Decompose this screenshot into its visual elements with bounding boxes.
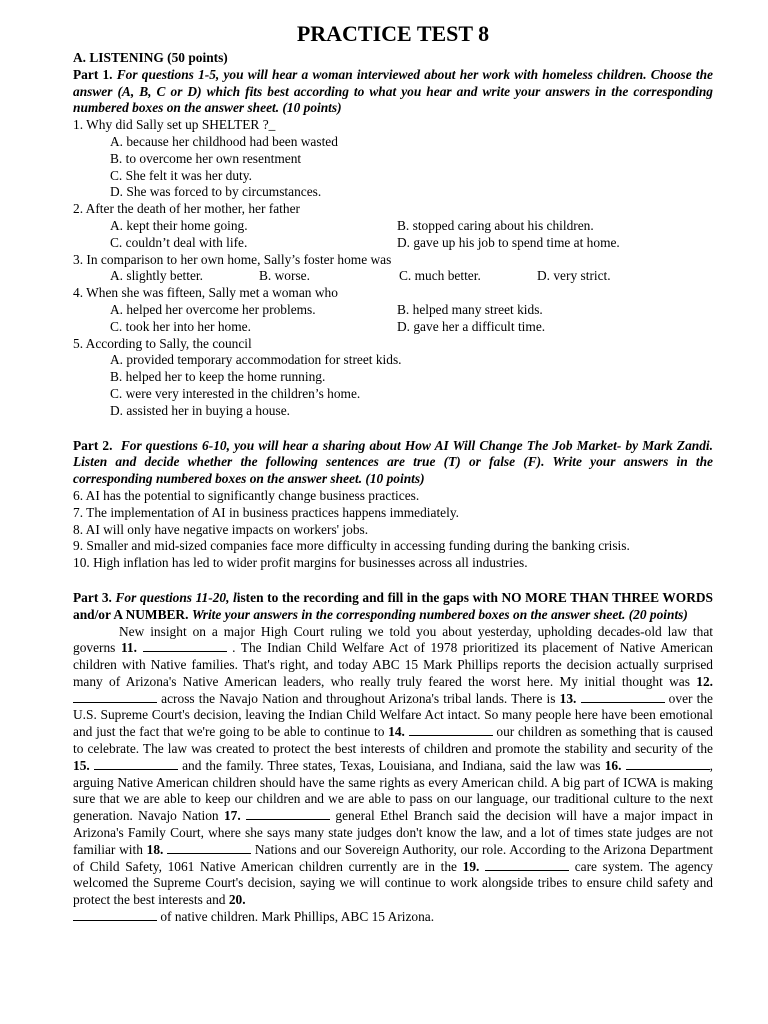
q2-options-row-1 [73, 218, 713, 235]
gap-number-12: 12. [696, 673, 713, 689]
gap-number-15: 15. [73, 757, 90, 773]
q4-options-row-2 [73, 319, 713, 336]
gap-blank-11 [143, 640, 227, 652]
part3-instruction-c: Write your answers in the corresponding numbered boxes on the answer sheet. (20 points) [191, 606, 688, 622]
q2-options-row-2 [73, 235, 713, 252]
q1-option-b: B. to overcome her own resentment [110, 150, 302, 166]
statement-7: 7. The implementation of AI in business practices happens immediately. [73, 504, 460, 520]
q5-option-d: D. assisted her in buying a house. [110, 402, 291, 418]
page-title: PRACTICE TEST 8 [296, 21, 490, 46]
q4-option-d: D. gave her a difficult time. [397, 318, 546, 334]
statement-10: 10. High inflation has led to wider profit margins for businesses across all industries. [73, 555, 528, 571]
gap-number-20: 20. [228, 892, 246, 908]
q3-option-b: B. worse. [259, 268, 310, 284]
gap-fill-passage [73, 624, 713, 926]
passage-text: general Ethel Branch said the decision will have a major impact in Arizona's Family Court, where she says many state judges don't know the law, and a lot of times state judges are not familiar with [73, 808, 713, 857]
q1-option-a: A. because her childhood had been wasted [110, 133, 338, 149]
statement-8: 8. AI will only have negative impacts on workers' jobs. [73, 521, 369, 537]
q3-options-row [73, 268, 713, 285]
part1-label: Part 1. [73, 66, 113, 82]
gap-blank-17 [246, 808, 330, 820]
passage-text: . The Indian Child Welfare Act of 1978 prioritized its placement of Native American children with Native families. That's right, and today ABC 15 Mark Phillips reports the decision actually surprised many of Arizona's Native American leaders, who really truly feared the worst here. My initial thought was [73, 640, 713, 689]
passage-text: New insight on a major High Court ruling we told you about yesterday, upholding decades-old law that governs [73, 623, 713, 656]
passage-text: our children as something that is caused to celebrate. The law was created to protect the best interests of children and promote the stability and security of the [73, 724, 713, 757]
q4-option-b: B. helped many street kids. [397, 301, 543, 317]
q4-option-a: A. helped her overcome her problems. [110, 301, 316, 317]
q1-option-d: D. She was forced to by circumstances. [110, 184, 322, 200]
question-3: 3. In comparison to her own home, Sally’s foster home was [73, 251, 392, 267]
q3-option-a: A. slightly better. [110, 268, 203, 284]
gap-number-16: 16. [604, 757, 622, 773]
q2-option-b: B. stopped caring about his children. [397, 217, 594, 233]
part3-instruction-b: isten to the recording and fill in the gaps with NO MORE THAN THREE WORDS and/or A NUMBER. [73, 589, 713, 622]
gap-blank-18 [167, 842, 251, 854]
statement-9: 9. Smaller and mid-sized companies face more difficulty in accessing funding during the banking crisis. [73, 538, 630, 554]
gap-number-19: 19. [462, 858, 480, 874]
passage-text: and the family. Three states, Texas, Louisiana, and Indiana, said the law was [177, 757, 605, 773]
passage-text: of native children. Mark Phillips, ABC 15 Arizona. [157, 909, 435, 925]
q1-option-c: C. She felt it was her duty. [110, 167, 252, 183]
passage-text: Nations and our Sovereign Authority, our role. According to the Arizona Department of Child Safety, 1061 Native American children currently are in the [73, 841, 713, 874]
section-heading-listening: A. LISTENING (50 points) [73, 50, 228, 65]
q2-option-d: D. gave up his job to spend time at home. [397, 234, 620, 250]
q4-options-row-1 [73, 302, 713, 319]
q5-option-c: C. were very interested in the children’s home. [110, 385, 361, 401]
gap-number-17: 17. [223, 808, 241, 824]
question-4: 4. When she was fifteen, Sally met a woman who [73, 285, 338, 301]
passage-text: over the U.S. Supreme Court's decision, leaving the Indian Child Welfare Act intact. So many people here have been emotional and just the fact that we're going to be able to continue to [73, 690, 713, 740]
gap-blank-13 [581, 691, 665, 703]
passage-text: across the Navajo Nation and throughout Arizona's tribal lands. There is [157, 690, 560, 706]
gap-blank-12 [73, 691, 157, 703]
gap-blank-19 [485, 859, 569, 871]
q2-option-a: A. kept their home going. [110, 217, 248, 233]
gap-number-11: 11. [120, 640, 137, 656]
practice-test-page [73, 20, 713, 926]
question-5: 5. According to Sally, the council [73, 335, 252, 351]
part2-instruction [73, 438, 713, 488]
passage-text: , arguing Native American children should have the same rights as every American child. A big part of ICWA is making sure that we are able to keep our children and we are able to pass on our language, our traditional culture to the next generation. Navajo Nation [73, 757, 713, 824]
part3-instruction [73, 590, 713, 624]
q2-option-c: C. couldn’t deal with life. [110, 234, 248, 250]
q5-option-b: B. helped her to keep the home running. [110, 369, 326, 385]
part1-instruction [73, 67, 713, 117]
gap-blank-16 [626, 758, 710, 770]
gap-number-13: 13. [559, 690, 577, 706]
question-2: 2. After the death of her mother, her father [73, 201, 301, 217]
q4-option-c: C. took her into her home. [110, 318, 251, 334]
passage-text: care system. The agency welcomed the Supreme Court's decision, saying we will continue to work alongside tribes to ensure child safety and protect the best interests and [73, 858, 714, 908]
statement-6: 6. AI has the potential to significantly change business practices. [73, 487, 420, 503]
part2-label: Part 2. [73, 437, 113, 453]
part3-instruction-a: For questions 11-20, l [115, 589, 237, 605]
gap-number-18: 18. [146, 841, 164, 857]
q3-option-d: D. very strict. [537, 268, 611, 284]
q5-option-a: A. provided temporary accommodation for street kids. [110, 352, 402, 368]
gap-blank-20 [73, 909, 157, 921]
question-1: 1. Why did Sally set up SHELTER ?_ [73, 117, 276, 133]
q3-option-c: C. much better. [399, 268, 481, 284]
gap-number-14: 14. [388, 724, 405, 740]
part3-label: Part 3. [73, 589, 112, 605]
part1-instruction-text: For questions 1-5, you will hear a woman interviewed about her work with homeless children. Choose the answer (A, B, C or D) which fits best according to what you hear and write your answers in the corresponding numbered boxes on the answer sheet. (10 points) [73, 66, 713, 116]
gap-blank-15 [94, 758, 178, 770]
part2-instruction-text: For questions 6-10, you will hear a sharing about How AI Will Change The Job Market- by Mark Zandi. Listen and decide whether the following sentences are true (T) or false (F). Write your answers in the corresponding numbered boxes on the answer sheet. (10 points) [73, 437, 713, 487]
gap-blank-14 [409, 724, 493, 736]
